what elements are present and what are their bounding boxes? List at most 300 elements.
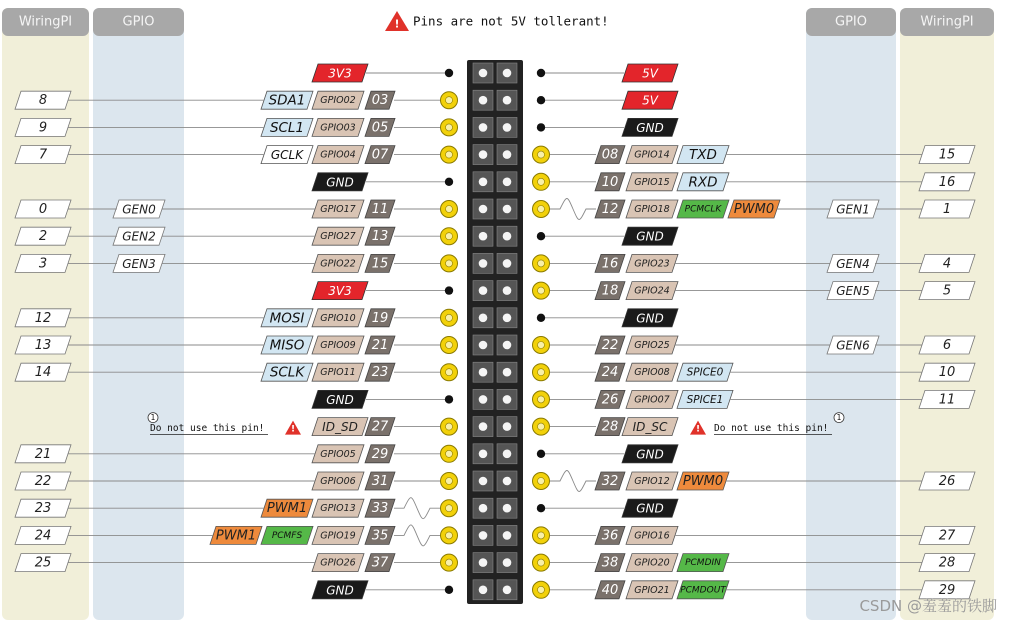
pin-33-gpio-name-text: GPIO13 [320,503,356,515]
pin-24-number-text: 24 [601,365,619,381]
pin-11-wiringpi-text: 0 [38,202,48,217]
pin-7-gpio-name [312,146,364,164]
power-pin-4-label [622,91,678,109]
header-pin-hole [503,178,512,187]
header-pin-hole [503,450,512,459]
pin-23-number-text: 23 [371,365,389,381]
header-pin-hole [479,531,488,540]
power-pin-dot [445,286,453,294]
pin-21-wiringpi [15,336,71,354]
header-pin-hole [503,531,512,540]
pin-38-function-1 [677,554,729,572]
pin-32-function-1-text: PWM0 [682,474,724,489]
ground-pin-25-label-text: GND [326,392,354,407]
power-pin-4-label-text: 5V [642,93,658,108]
pin-38-gpio-name [626,554,678,572]
pin-22-number [595,336,625,354]
pin-8-wiringpi [919,146,975,164]
pin-33-number-text: 33 [371,501,389,517]
pin-10-wiringpi [919,173,975,191]
pin-12-function-1 [677,200,729,218]
pin-22-gen [827,336,879,354]
gpio-pin-dot [441,418,458,435]
pin-40-gpio-name [626,581,678,599]
gpio-pin-dot [441,337,458,354]
pin-37-number-text: 37 [371,555,389,571]
pin-33-wiringpi-text: 23 [34,501,52,517]
pin-24-wiringpi-text: 10 [938,365,956,381]
ground-pin-34-label [622,499,678,517]
pin-21-function-1 [261,336,313,354]
header-pin-hole [479,232,488,241]
pin-13-wiringpi [15,227,71,245]
pin-35-number [365,526,395,544]
pin-36-gpio-name-text: GPIO16 [634,530,670,542]
ground-pin-9-label-text: GND [326,175,354,190]
header-pin-hole [479,69,488,78]
header-pin-hole [503,123,512,132]
ground-pin-dot [445,395,453,403]
header-pin-hole [503,286,512,295]
pin-13-wiringpi-text: 2 [38,229,48,245]
pin-23-gpio-name [312,363,364,381]
gpio-pin-dot [533,282,550,299]
pin-12-number [595,200,625,218]
pin-26-wiringpi [919,390,975,408]
header-pin-hole [503,368,512,377]
pin-36-wiringpi [919,526,975,544]
pin-21-gpio-name [312,336,364,354]
pin-19-number-text: 19 [371,310,389,326]
pin-28-label-text: ID_SC [632,420,668,435]
pin-10-number [595,173,625,191]
gpio-pin-dot [533,201,550,218]
pin-15-number [365,254,395,272]
pin-3-wiringpi [15,91,71,109]
pin-13-number [365,227,395,245]
gpio-pin-dot [533,337,550,354]
pin-24-wiringpi [919,363,975,381]
ground-pin-34-label-text: GND [636,501,664,516]
pin-35-function-2-text: PWM1 [215,528,257,544]
header-pin-hole [479,205,488,214]
pin-19-wiringpi [15,309,71,327]
pin-18-number [595,282,625,300]
header-pin-hole [503,504,512,513]
pin-8-function-1-text: TXD [689,147,717,164]
pin-35-function-2 [210,526,262,544]
header-pin-hole [479,395,488,404]
pin-18-wiringpi-text: 5 [942,283,952,299]
pin-38-number-text: 38 [601,555,619,571]
power-pin-2-label [622,64,678,82]
pin-10-gpio-name-text: GPIO15 [634,176,670,188]
pin-10-wiringpi-text: 16 [938,174,956,190]
pin-7-function-1-text: GCLK [270,148,304,163]
ground-pin-20-label-text: GND [636,311,664,326]
note-marker: 1 [150,413,156,423]
col-header-left-gpio: GPIO [122,14,155,30]
header-pin-hole [479,558,488,567]
pin-26-number [595,390,625,408]
ground-pin-25-label [312,390,368,408]
header-pin-hole [479,477,488,486]
pin-26-function-1-text: SPICE1 [686,393,724,406]
pin-24-function-1-text: SPICE0 [686,366,724,379]
pwm-wave-line [550,471,596,492]
pin-38-function-1-text: PCMDIN [685,558,721,569]
pin-8-function-1 [677,146,729,164]
pin-40-number-text: 40 [601,582,619,598]
gpio-pin-dot [441,445,458,462]
pin-16-number [595,254,625,272]
pin-27-number [365,418,395,436]
pin-21-number [365,336,395,354]
pin-12-gpio-name [626,200,678,218]
pin-7-number-text: 07 [371,147,389,163]
header-pin-hole [503,395,512,404]
pin-32-number [595,472,625,490]
pin-37-number [365,554,395,572]
pin-21-wiringpi-text: 13 [34,338,52,353]
gpio-pin-dot [533,418,550,435]
pin-13-gen-text: GEN2 [122,229,156,244]
pin-26-gpio-name-text: GPIO07 [634,394,670,406]
ground-pin-dot [537,123,545,131]
pin-12-wiringpi [919,200,975,218]
pin-15-wiringpi [15,254,71,272]
pin-5-function-1-text: SCL1 [269,119,305,136]
ground-pin-6-label [622,118,678,136]
header-pin-hole [479,96,488,105]
pin-7-wiringpi [15,146,71,164]
ground-pin-39-label-text: GND [326,583,354,598]
pin-12-function-2 [728,200,780,218]
power-pin-dot [537,96,545,104]
pin-38-gpio-name-text: GPIO20 [634,557,670,569]
pin-8-number-text: 08 [601,147,619,163]
gpio-pin-dot [441,473,458,490]
pin-35-function-1 [261,526,313,544]
header-pin-hole [479,504,488,513]
pin-7-gpio-name-text: GPIO04 [320,149,356,161]
pin-22-gpio-name [626,336,678,354]
pin-33-function-1 [261,499,313,517]
warning-icon-mark: ! [394,17,400,31]
ground-pin-dot [537,232,545,240]
col-header-right-gpio: GPIO [835,14,867,30]
pin-21-number-text: 21 [371,338,389,353]
pin-26-gpio-name [626,390,678,408]
pin-7-number [365,146,395,164]
pin-27-label [312,418,368,436]
pin-3-number-text: 03 [371,93,389,109]
pin-3-wiringpi-text: 8 [38,93,48,109]
pin-5-function-1 [261,118,313,136]
pin-35-wiringpi [15,526,71,544]
pin-8-gpio-name-text: GPIO14 [634,149,670,161]
pin-33-wiringpi [15,499,71,517]
watermark: CSDN @羞羞的铁脚 [859,597,997,615]
gpio-pin-dot [533,255,550,272]
pin-33-function-1-text: PWM1 [266,501,308,517]
header-pin-hole [503,341,512,350]
pin-12-number-text: 12 [601,202,619,217]
pin-10-gpio-name [626,173,678,191]
pin-35-gpio-name-text: GPIO19 [320,530,356,542]
ground-pin-9-label [312,173,368,191]
pin-35-function-1-text: PCMFS [271,530,303,541]
pin-31-wiringpi-text: 22 [34,474,52,489]
pin-18-wiringpi [919,282,975,300]
pin-12-gpio-name-text: GPIO18 [634,204,670,215]
pin-24-function-1 [677,363,733,381]
pin-5-gpio-name [312,118,364,136]
pin-31-number-text: 31 [371,474,389,489]
pin-19-gpio-name-text: GPIO10 [320,312,356,324]
pin-32-gpio-name-text: GPIO12 [634,476,670,487]
power-pin-17-label [312,282,368,300]
pin-19-number [365,309,395,327]
pin-28-number-text: 28 [601,419,619,435]
pin-26-function-1 [677,390,733,408]
gpio-header-board [467,60,523,604]
pin-40-gpio-name-text: GPIO21 [634,584,670,596]
warning-icon-mark: ! [695,424,701,435]
pin-13-gpio-name [312,227,364,245]
gpio-pin-dot [441,554,458,571]
pin-38-wiringpi-text: 28 [938,555,956,571]
header-pin-hole [503,69,512,78]
gpio-pin-dot [533,146,550,163]
warning-text: Pins are not 5V tollerant! [413,13,609,29]
pin-22-number-text: 22 [601,338,619,353]
pin-24-gpio-name-text: GPIO08 [634,367,670,379]
ground-pin-20-label [622,309,678,327]
gpio-pin-dot [441,228,458,245]
pin-12-wiringpi-text: 1 [942,202,952,217]
pin-35-wiringpi-text: 24 [34,528,52,544]
pin-18-gpio-name-text: GPIO24 [634,285,670,297]
pin-18-gpio-name [626,282,678,300]
pin-26-number-text: 26 [601,392,619,408]
pin-31-number [365,472,395,490]
pin-26-wiringpi-text: 11 [938,392,956,408]
pin-8-wiringpi-text: 15 [938,147,956,163]
pin-32-function-1 [677,472,729,490]
pin-12-gen-text: GEN1 [836,202,870,217]
pin-22-gen-text: GEN6 [836,338,870,353]
pin-18-gen [827,282,879,300]
header-pin-hole [503,96,512,105]
ground-pin-dot [445,178,453,186]
gpio-pin-dot [441,146,458,163]
ground-pin-14-label [622,227,678,245]
gpio-pin-dot [533,527,550,544]
pin-35-number-text: 35 [371,528,389,544]
pin-16-wiringpi-text: 4 [942,256,952,272]
pin-7-wiringpi-text: 7 [38,147,48,163]
pin-15-gpio-name [312,254,364,272]
pin-7-function-1 [261,146,313,164]
pin-15-gpio-name-text: GPIO22 [320,258,356,270]
pin-29-wiringpi-text: 21 [34,446,52,462]
header-pin-hole [503,422,512,431]
pin-19-function-1-text: MOSI [269,310,305,327]
pin-5-wiringpi [15,118,71,136]
pin-32-wiringpi-text: 26 [938,474,956,489]
pin-11-number [365,200,395,218]
pin-19-gpio-name [312,309,364,327]
pin-22-wiringpi-text: 6 [942,338,952,353]
pin-10-function-1-text: RXD [688,174,718,191]
gpio-pin-dot [533,581,550,598]
col-header-left-wiringpi: WiringPI [18,14,73,30]
pin-15-wiringpi-text: 3 [38,256,48,272]
pin-11-number-text: 11 [371,202,389,217]
pin-31-wiringpi [15,472,71,490]
pin-29-gpio-name-text: GPIO05 [320,448,356,460]
header-pin-hole [503,232,512,241]
pin-3-function-1 [261,91,313,109]
pin-15-number-text: 15 [371,256,389,272]
pin-24-gpio-name [626,363,678,381]
header-pin-hole [503,558,512,567]
pin-36-gpio-name [626,526,678,544]
pin-19-wiringpi-text: 12 [34,310,52,326]
gpio-pin-dot [441,92,458,109]
pin-40-number [595,581,625,599]
pin-19-function-1 [261,309,313,327]
pin-28-number [595,418,625,436]
pin-10-number-text: 10 [601,174,619,190]
gpio-pin-dot [441,309,458,326]
header-pin-hole [479,368,488,377]
pin-3-function-1-text: SDA1 [268,92,306,109]
pin-3-number [365,91,395,109]
power-pin-17-label-text: 3V3 [328,284,352,299]
pin-37-gpio-name [312,554,364,572]
note-marker: 1 [836,413,842,423]
column-right-gpio [806,8,896,620]
pin-22-gpio-name-text: GPIO25 [634,340,670,351]
pin-36-number [595,526,625,544]
gpio-pin-dot [533,473,550,490]
pin-15-gen [113,254,165,272]
pin-38-number [595,554,625,572]
pin-21-gpio-name-text: GPIO09 [320,340,356,351]
pin-23-wiringpi [15,363,71,381]
pin-8-number [595,146,625,164]
gpio-pin-dot [441,255,458,272]
pin-22-wiringpi [919,336,975,354]
pin-29-gpio-name [312,445,364,463]
power-pin-dot [445,69,453,77]
gpio-pin-dot [533,554,550,571]
gpio-pin-dot [441,364,458,381]
pin-16-wiringpi [919,254,975,272]
pin-13-gpio-name-text: GPIO27 [320,231,356,243]
pin-40-function-1 [677,581,729,599]
pin-35-gpio-name [312,526,364,544]
pin-5-wiringpi-text: 9 [38,120,48,136]
pin-12-gen [827,200,879,218]
pin-8-gpio-name [626,146,678,164]
pin-40-function-1-text: PCMDOUT [680,585,726,596]
pin-16-gen-text: GEN4 [836,256,870,271]
ground-pin-14-label-text: GND [636,229,664,244]
pin-23-gpio-name-text: GPIO11 [320,367,356,379]
pin-38-wiringpi [919,554,975,572]
top-warning [385,11,609,31]
gpio-pin-dot [441,201,458,218]
pwm-wave-line [550,199,596,220]
pin-16-number-text: 16 [601,256,619,272]
pin-29-wiringpi [15,445,71,463]
pin-16-gen [827,254,879,272]
gpio-pin-dot [441,119,458,136]
pwm-wave-line [394,498,440,519]
col-header-right-wiringpi: WiringPI [920,14,974,30]
header-pin-hole [479,586,488,595]
pin-23-wiringpi-text: 14 [34,365,52,381]
header-pin-hole [479,178,488,187]
pin-23-function-1-text: SCLK [269,364,305,381]
pin-3-gpio-name-text: GPIO02 [320,95,356,107]
pin-33-gpio-name [312,499,364,517]
pin-37-wiringpi-text: 25 [34,555,52,571]
header-pin-hole [503,477,512,486]
pin-11-gen-text: GEN0 [122,202,156,217]
ground-pin-dot [537,450,545,458]
pin-40-wiringpi-text: 29 [938,582,956,598]
pin-18-number-text: 18 [601,283,619,299]
ground-pin-6-label-text: GND [636,120,664,135]
pin-16-gpio-name-text: GPIO23 [634,258,670,270]
header-pin-hole [479,259,488,268]
ground-pin-dot [537,504,545,512]
pin-27-label-text: ID_SD [322,420,358,435]
pwm-wave-line [394,525,440,546]
power-pin-1-label-text: 3V3 [328,66,352,81]
header-pin-hole [479,123,488,132]
pin-12-function-1-text: PCMCLK [684,204,722,215]
pin-18-gen-text: GEN5 [836,284,870,299]
pin-32-number-text: 32 [601,474,619,489]
pin-31-gpio-name-text: GPIO06 [320,476,356,487]
pin-29-number-text: 29 [371,446,389,462]
note-text: Do not use this pin! [714,423,829,435]
pin-27-number-text: 27 [371,419,389,435]
pin-29-number [365,445,395,463]
note-text: Do not use this pin! [150,423,265,435]
pin-11-gpio-name [312,200,364,218]
pin-11-gen [113,200,165,218]
pin-11-wiringpi [15,200,71,218]
pin-36-wiringpi-text: 27 [938,528,956,544]
header-pin-hole [479,341,488,350]
pin-32-gpio-name [626,472,678,490]
header-pin-hole [479,422,488,431]
power-pin-1-label [312,64,368,82]
header-pin-hole [479,450,488,459]
pin-3-gpio-name [312,91,364,109]
pin-21-function-1-text: MISO [269,337,305,354]
pin-5-number-text: 05 [371,120,389,136]
gpio-pin-dot [441,500,458,517]
pin-10-function-1 [677,173,729,191]
header-pin-hole [503,259,512,268]
